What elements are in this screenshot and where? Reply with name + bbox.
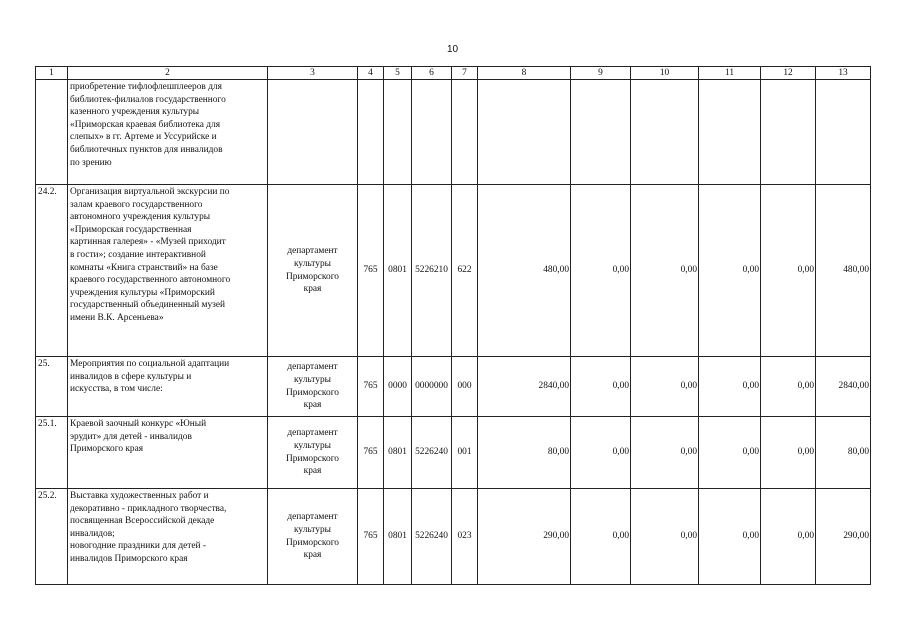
item-number: 25.2. [36,489,68,585]
code-section: 0801 [384,185,412,357]
item-description: Организация виртуальной экскурсии по залам краевого государственного автономного учреждения культуры «Приморская государственная картинная галерея» - «Музей приходит в гости»; создание интерактивной комнаты «Книга странствий» на базе краевого государственного автономного учреждения культуры «Приморский государственный объединенный музей имени В.К. Арсеньева» [68,185,268,357]
code-target [412,80,452,185]
code-target: 5226210 [412,185,452,357]
table-row [36,417,871,489]
table-row [36,80,871,185]
code-target: 5226240 [412,417,452,489]
amount-col-9 [571,80,631,185]
amount-col-10: 0,00 [631,357,699,417]
code-target: 0000000 [412,357,452,417]
header-col-12: 12 [761,67,816,80]
amount-col-11: 0,00 [699,357,761,417]
code-type: 622 [452,185,478,357]
code-target: 5226240 [412,489,452,585]
item-description: Выставка художественных работ и декоративно - прикладного творчества, посвященная Всероссийской декаде инвалидов; новогодние праздники для детей - инвалидов Приморского края [68,489,268,585]
amount-col-8: 2840,00 [478,357,571,417]
program-table [35,66,871,585]
header-col-6: 6 [412,67,452,80]
amount-col-9: 0,00 [571,185,631,357]
header-col-2: 2 [68,67,268,80]
code-ministry: 765 [358,185,384,357]
amount-col-10: 0,00 [631,489,699,585]
code-ministry: 765 [358,489,384,585]
amount-col-12: 0,00 [761,185,816,357]
amount-col-13: 290,00 [816,489,871,585]
code-type: 023 [452,489,478,585]
amount-col-12 [761,80,816,185]
amount-col-10: 0,00 [631,185,699,357]
amount-col-12: 0,00 [761,489,816,585]
item-executor: департамент культуры Приморского края [268,417,358,489]
amount-col-13: 80,00 [816,417,871,489]
code-ministry: 765 [358,357,384,417]
amount-col-11 [699,80,761,185]
table-row [36,489,871,585]
column-number-header-row [36,67,871,80]
amount-col-8 [478,80,571,185]
code-section: 0000 [384,357,412,417]
amount-col-8: 480,00 [478,185,571,357]
header-col-9: 9 [571,67,631,80]
code-section: 0801 [384,417,412,489]
header-col-7: 7 [452,67,478,80]
item-number [36,80,68,185]
amount-col-8: 80,00 [478,417,571,489]
item-number: 25. [36,357,68,417]
amount-col-12: 0,00 [761,357,816,417]
item-description: Мероприятия по социальной адаптации инвалидов в сфере культуры и искусства, в том числе: [68,357,268,417]
header-col-3: 3 [268,67,358,80]
code-type [452,80,478,185]
code-type: 001 [452,417,478,489]
header-col-1: 1 [36,67,68,80]
header-col-13: 13 [816,67,871,80]
amount-col-13: 480,00 [816,185,871,357]
item-description: приобретение тифлофлешплееров для библиотек-филиалов государственного казенного учреждения культуры «Приморская краевая библиотека для слепых» в гг. Артеме и Уссурийске и библиотечных пунктов для инвалидов по зрению [68,80,268,185]
item-executor: департамент культуры Приморского края [268,185,358,357]
amount-col-10: 0,00 [631,417,699,489]
amount-col-11: 0,00 [699,417,761,489]
header-col-8: 8 [478,67,571,80]
header-col-5: 5 [384,67,412,80]
item-executor: департамент культуры Приморского края [268,357,358,417]
item-executor: департамент культуры Приморского края [268,489,358,585]
amount-col-8: 290,00 [478,489,571,585]
header-col-4: 4 [358,67,384,80]
header-col-10: 10 [631,67,699,80]
amount-col-10 [631,80,699,185]
amount-col-9: 0,00 [571,357,631,417]
code-ministry [358,80,384,185]
item-number: 24.2. [36,185,68,357]
code-section [384,80,412,185]
amount-col-11: 0,00 [699,185,761,357]
amount-col-12: 0,00 [761,417,816,489]
code-ministry: 765 [358,417,384,489]
item-description: Краевой заочный конкурс «Юный эрудит» для детей - инвалидов Приморского края [68,417,268,489]
table-row [36,357,871,417]
amount-col-9: 0,00 [571,489,631,585]
amount-col-11: 0,00 [699,489,761,585]
amount-col-13 [816,80,871,185]
item-executor [268,80,358,185]
header-col-11: 11 [699,67,761,80]
amount-col-13: 2840,00 [816,357,871,417]
page-number: 10 [446,44,459,55]
amount-col-9: 0,00 [571,417,631,489]
code-type: 000 [452,357,478,417]
item-number: 25.1. [36,417,68,489]
code-section: 0801 [384,489,412,585]
table-row [36,185,871,357]
